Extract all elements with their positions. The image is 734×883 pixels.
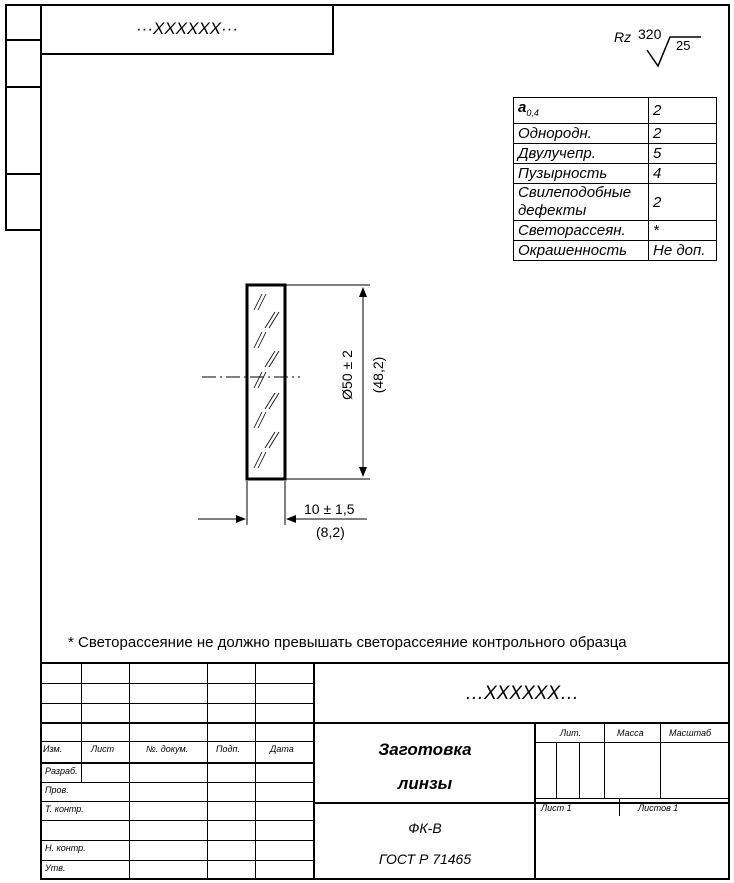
row-nkontr: Н. контр. — [45, 843, 86, 853]
strip-divider — [5, 86, 42, 88]
col-doc: №. докум. — [146, 744, 189, 754]
col-izm: Изм. — [43, 744, 63, 754]
property-value: 2 — [649, 184, 717, 221]
designation: …XXXXXX… — [464, 683, 580, 704]
table-row — [514, 144, 717, 164]
property-name: Однородн. — [514, 124, 649, 144]
glass-hatching — [254, 294, 279, 468]
table-row — [514, 164, 717, 184]
property-table — [513, 97, 717, 261]
property-name: Окрашенность — [514, 241, 649, 261]
property-name: Свилеподобные дефекты — [514, 184, 649, 221]
roughness-param: Rz — [614, 29, 632, 45]
diameter-label: Ø50 ± 2 — [339, 350, 355, 400]
standard-label: ГОСТ Р 71465 — [378, 851, 472, 867]
table-row — [514, 124, 717, 144]
sheets-label: Листов 1 — [638, 803, 679, 813]
strip-divider — [5, 173, 42, 175]
scattering-note: * Светорассеяние не должно превышать светорассеяние контрольного образца — [68, 634, 627, 651]
massa-label: Масса — [617, 728, 644, 738]
roughness-sign-icon — [645, 30, 705, 70]
row-utv: Утв. — [45, 863, 66, 873]
top-label: ···XXXXXX··· — [136, 19, 238, 38]
strip-divider — [5, 39, 42, 41]
property-name: a — [518, 99, 527, 116]
material-label: ФК-В — [408, 820, 442, 836]
property-name: Двулучепр. — [514, 144, 649, 164]
table-row — [514, 221, 717, 241]
property-value: Не доп. — [649, 241, 717, 261]
part-name-line2: линзы — [397, 774, 453, 793]
table-row — [514, 241, 717, 261]
row-razrab: Разраб. — [45, 766, 78, 776]
part-name-line1: Заготовка — [378, 740, 472, 759]
col-list: Лист — [91, 744, 115, 754]
table-row — [514, 184, 717, 221]
col-podp: Подп. — [216, 744, 240, 754]
masshtab-label: Масштаб — [669, 728, 712, 738]
col-date: Дата — [270, 744, 294, 754]
row-tkontr: Т. контр. — [45, 804, 84, 814]
property-name: Пузырность — [514, 164, 649, 184]
row-prov: Пров. — [45, 785, 69, 795]
property-value: 5 — [649, 144, 717, 164]
table-row — [514, 98, 717, 124]
sheet-label: Лист 1 — [541, 803, 572, 813]
property-value: 2 — [649, 124, 717, 144]
diameter-ref-label: (48,2) — [370, 356, 386, 394]
property-subscript: 0,4 — [526, 108, 539, 118]
roughness-radicand: 25 — [676, 38, 691, 53]
thickness-label: 10 ± 1,5 — [304, 501, 355, 517]
thickness-ref-label: (8,2) — [316, 524, 345, 540]
roughness-value: 320 — [638, 26, 662, 42]
property-name: Светорассеян. — [514, 221, 649, 241]
property-value: 4 — [649, 164, 717, 184]
property-value: * — [649, 221, 717, 241]
lens-blank-outline — [247, 285, 285, 479]
property-value: 2 — [649, 98, 717, 124]
lens-blank-drawing — [190, 270, 390, 545]
lit-label: Лит. — [560, 728, 582, 738]
